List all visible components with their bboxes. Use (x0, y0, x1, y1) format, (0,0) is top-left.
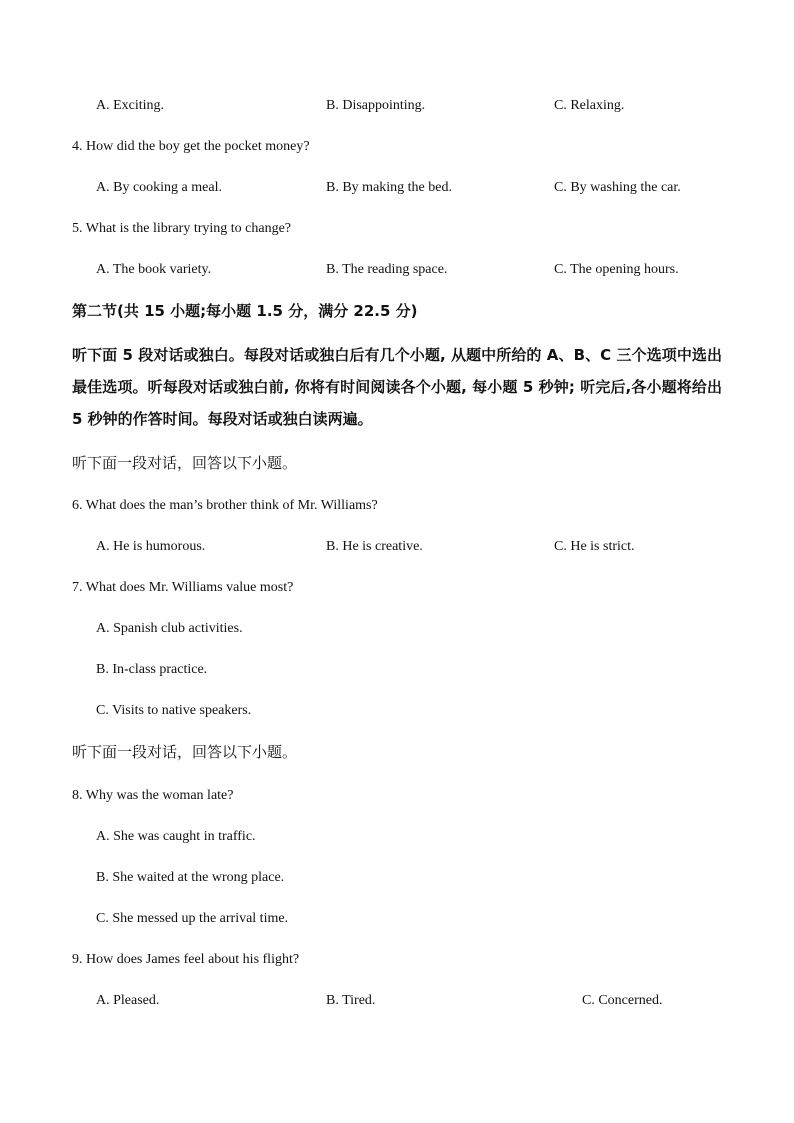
q3-option-c: C. Relaxing. (554, 98, 625, 113)
q3-option-a: A. Exciting. (96, 98, 165, 113)
q8-option-b: B. She waited at the wrong place. (96, 870, 285, 885)
q9-option-a: A. Pleased. (96, 993, 160, 1008)
q4-option-c: C. By washing the car. (554, 180, 681, 195)
q3-option-b: B. Disappointing. (326, 98, 426, 113)
q6-question: 6. What does the man’s brother think of Mr. Williams? (72, 498, 378, 513)
q4-question: 4. How did the boy get the pocket money? (72, 139, 310, 154)
q7-question: 7. What does Mr. Williams value most? (72, 580, 294, 595)
q6-option-b: B. He is creative. (326, 539, 423, 554)
section-instructions: 听下面 5 段对话或独白。每段对话或独白后有几个小题, 从题中所给的 A、B、C 三个选项中选出最佳选项。听每段对话或独白前, 你将有时间阅读各个小题, 每小题 5 秒钟; 听完后,各小题将给出 5 秒钟的作答时间。每段对话或独白读两遍。 (72, 346, 722, 428)
section-heading: 第二节(共 15 小题;每小题 1.5 分，满分 22.5 分) (72, 302, 418, 320)
q6-option-a: A. He is humorous. (96, 539, 206, 554)
dialogue-prompt-2: 听下面一段对话，回答以下小题。 (72, 743, 298, 761)
q9-option-c: C. Concerned. (582, 993, 663, 1008)
q7-option-b: B. In-class practice. (96, 662, 208, 677)
q5-option-b: B. The reading space. (326, 262, 448, 277)
q4-option-b: B. By making the bed. (326, 180, 452, 195)
dialogue-prompt: 听下面一段对话，回答以下小题。 (72, 454, 298, 472)
q7-option-a: A. Spanish club activities. (96, 621, 243, 636)
q5-option-a: A. The book variety. (96, 262, 212, 277)
q9-question: 9. How does James feel about his flight? (72, 952, 300, 967)
q8-question: 8. Why was the woman late? (72, 788, 234, 803)
q5-question: 5. What is the library trying to change? (72, 221, 292, 236)
q5-option-c: C. The opening hours. (554, 262, 679, 277)
q9-option-b: B. Tired. (326, 993, 376, 1008)
q6-option-c: C. He is strict. (554, 539, 635, 554)
q8-option-c: C. She messed up the arrival time. (96, 911, 289, 926)
q8-option-a: A. She was caught in traffic. (96, 829, 256, 844)
q7-option-c: C. Visits to native speakers. (96, 703, 252, 718)
q4-option-a: A. By cooking a meal. (96, 180, 222, 195)
